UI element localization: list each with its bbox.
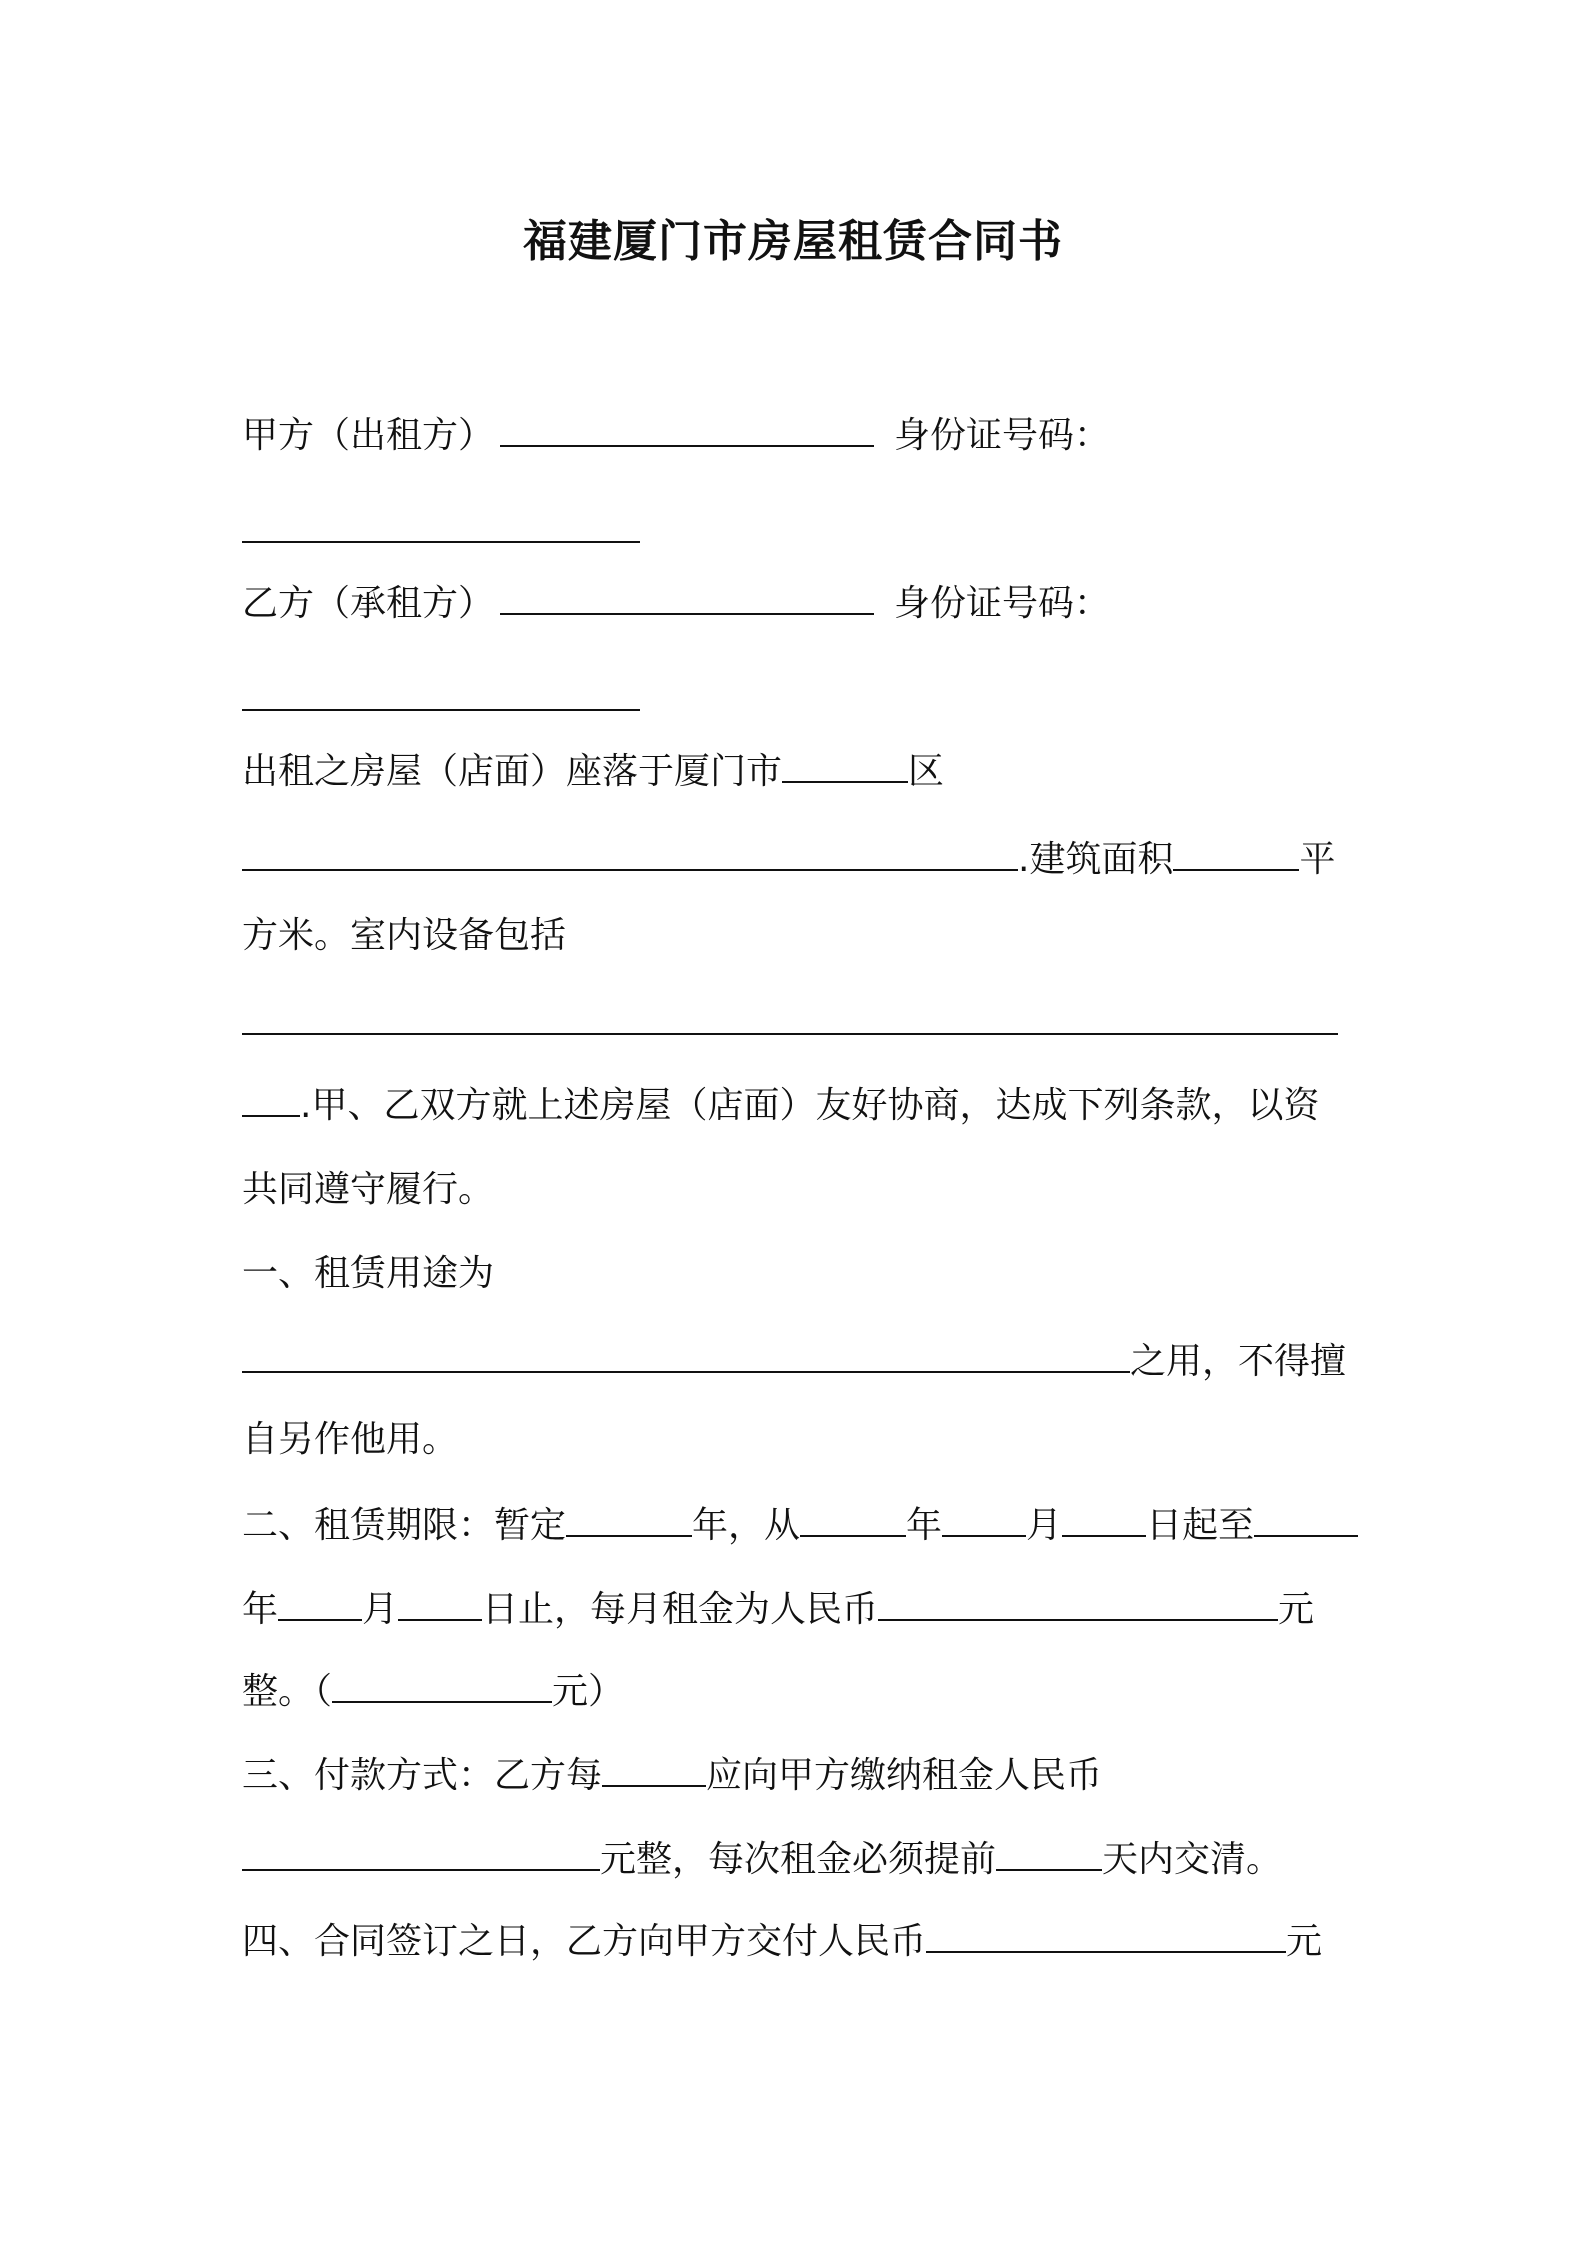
start-day-blank[interactable] [1062,1503,1146,1537]
party-b-name-blank[interactable] [500,581,874,615]
advance-days-blank[interactable] [996,1837,1102,1871]
area-label: .建筑面积 [1018,839,1174,880]
clause-3-days-text: 天内交清。 [1102,1839,1283,1880]
end-year-blank[interactable] [1254,1503,1358,1537]
agreement-line [242,1082,1319,1130]
end-month-blank[interactable] [278,1587,362,1621]
clause-2-whole-open: 整。（ [242,1671,333,1712]
payment-period-blank[interactable] [602,1753,706,1787]
clause-3-line-2 [242,1836,1282,1884]
clause-3-pay-text: 应向甲方缴纳租金人民币 [706,1755,1103,1796]
start-month-blank[interactable] [942,1503,1026,1537]
agreement-line-2 [242,1166,494,1214]
clause-1-heading: 一、租赁用途为 [242,1253,495,1294]
term-years-blank[interactable] [566,1503,692,1537]
clause-2-line-1 [242,1502,1358,1550]
clause-4-line [242,1918,1322,1966]
district-suffix: 区 [908,751,945,792]
party-a-id-line [242,508,640,556]
location-prefix: 出租之房屋（店面）座落于厦门市 [242,751,783,792]
clause-1-purpose-line [242,1338,1346,1386]
document-title: 福建厦门市房屋租赁合同书 [523,216,1063,267]
start-year-blank[interactable] [800,1503,906,1537]
deposit-amount-blank[interactable] [926,1919,1286,1953]
clause-1-heading-line [242,1250,494,1298]
clause-3-heading: 三、付款方式：乙方每 [242,1755,603,1796]
clause-3-line-1 [242,1752,1102,1800]
clause-2-day-to: 日止，每月租金为人民币 [482,1589,879,1630]
party-b-line [242,580,1110,628]
area-blank[interactable] [1173,837,1299,871]
clause-2-year-3: 年 [242,1589,279,1630]
location-line [242,748,944,796]
clause-4-yuan: 元 [1286,1921,1323,1962]
address-blank[interactable] [242,837,1018,871]
clause-2-heading: 二、租赁期限：暂定 [242,1505,567,1546]
equipment-blank[interactable] [242,1001,1338,1035]
party-a-label: 甲方（出租方） [242,415,495,456]
clause-2-whole-close: 元） [552,1671,625,1712]
clause-2-day-from: 日起至 [1146,1505,1255,1546]
clause-2-yuan: 元 [1278,1589,1315,1630]
area-line [242,836,1335,884]
party-b-id-label: 身份证号码： [894,583,1111,624]
party-a-line [242,412,1110,460]
agreement-text-2: 共同遵守履行。 [242,1169,495,1210]
clause-1-cont-line [242,1416,458,1464]
equipment-blank-line [242,1000,1338,1048]
clause-2-line-2 [242,1586,1314,1634]
end-day-blank[interactable] [398,1587,482,1621]
purpose-blank[interactable] [242,1339,1130,1373]
agreement-text: .甲、乙双方就上述房屋（店面）友好协商，达成下列条款，以资 [300,1085,1320,1126]
party-b-id-blank[interactable] [242,677,640,711]
equipment-blank-cont[interactable] [242,1083,300,1117]
party-a-id-label: 身份证号码： [894,415,1111,456]
clause-2-line-3 [242,1668,624,1716]
party-a-id-blank[interactable] [242,509,640,543]
payment-amount-blank[interactable] [242,1837,600,1871]
party-b-id-line [242,676,640,724]
clause-2-year: 年，从 [692,1505,801,1546]
clause-1-continuation: 自另作他用。 [242,1419,459,1460]
clause-2-month-2: 月 [362,1589,399,1630]
district-blank[interactable] [782,749,908,783]
equipment-line [242,912,566,960]
monthly-rent-blank[interactable] [878,1587,1278,1621]
area-unit-2: 方米。室内设备包括 [242,915,567,956]
clause-3-yuan-whole: 元整，每次租金必须提前 [600,1839,997,1880]
party-a-name-blank[interactable] [500,413,874,447]
party-b-label: 乙方（承租方） [242,583,495,624]
clause-4-heading: 四、合同签订之日，乙方向甲方交付人民币 [242,1921,927,1962]
area-unit-1: 平 [1299,839,1336,880]
clause-2-month: 月 [1026,1505,1063,1546]
clause-2-year-2: 年 [906,1505,943,1546]
rent-numeric-blank[interactable] [332,1669,552,1703]
clause-1-suffix: 之用，不得擅 [1130,1341,1347,1382]
